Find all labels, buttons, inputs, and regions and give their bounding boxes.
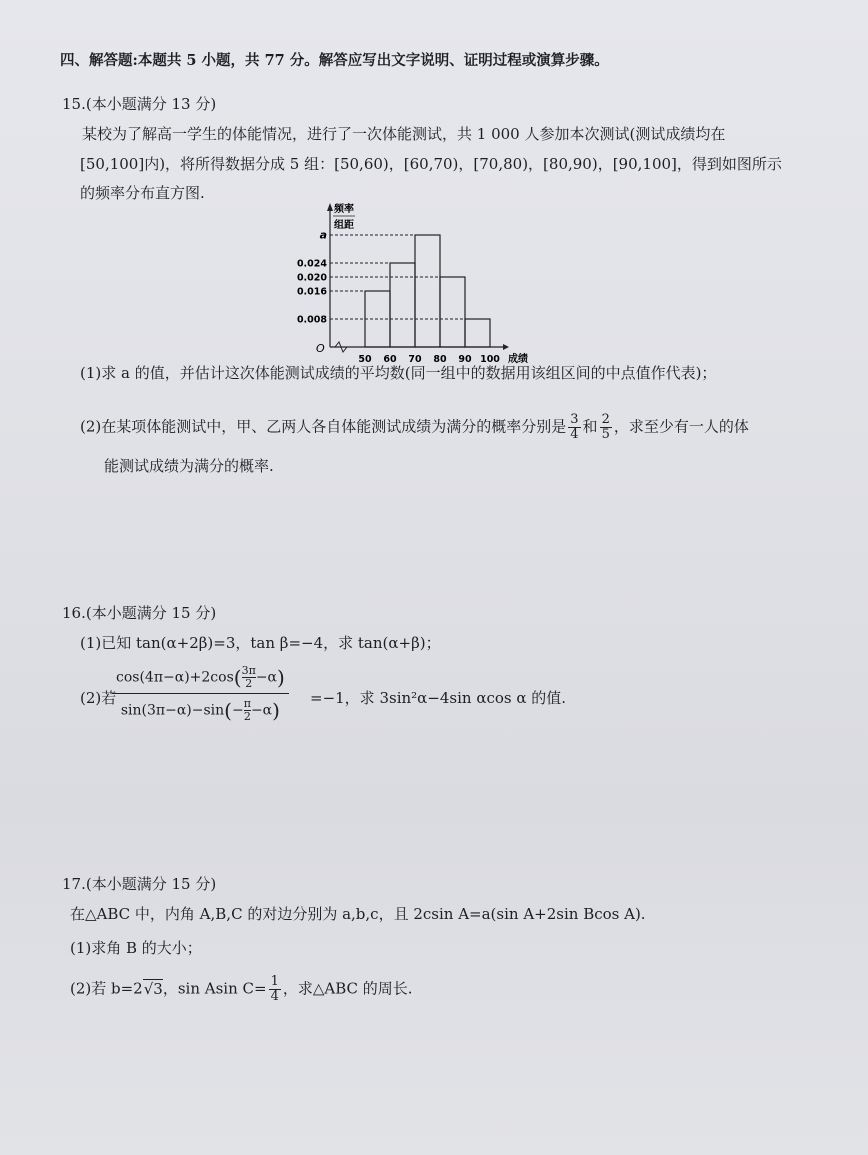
x-axis-arrow	[503, 344, 509, 350]
fraction-3pi-2	[242, 665, 256, 690]
q15-part2-tail: ，求至少有一人的体	[613, 417, 749, 436]
q15-part2-text: (2)在某项体能测试中，甲、乙两人各自体能测试成绩为满分的概率分别是	[80, 417, 567, 436]
y-tick-label: 0.020	[296, 272, 327, 284]
histogram-bar	[415, 235, 440, 347]
q15-stem-line2: [50,100]内)，将所得数据分成 5 组：[50,60)，[60,70)，[70,80)，[80,90)，[90,100]，得到如图所示	[80, 155, 782, 173]
fraction-3-4	[568, 413, 580, 442]
q17-part2-mid: ，sin Asin C=	[162, 979, 267, 998]
y-tick-label: 0.024	[296, 258, 327, 270]
y-axis-label-bottom: 组距	[334, 220, 354, 231]
q16-part2-tail: =−1，求 3sin²α−4sin αcos α 的值.	[310, 689, 567, 707]
q16-part2-lead: (2)若	[80, 689, 117, 707]
fraction-numerator: 1	[270, 974, 279, 989]
histogram-bar	[440, 277, 465, 347]
q15-part2	[80, 413, 749, 442]
origin-label: O	[316, 342, 325, 355]
q16-numerator: cos(4π−α)+2cos( $\frac{3\pi}{2}$ −α)	[112, 665, 289, 694]
num-part: cos(4π−α)+2cos	[116, 669, 234, 686]
x-tick-label: 80	[433, 354, 447, 365]
den-part: −	[231, 702, 244, 719]
x-tick-label: 50	[358, 354, 372, 365]
fraction-2-5	[600, 413, 612, 442]
den-part: −α	[250, 702, 273, 719]
q17-part2	[70, 975, 413, 1004]
q15-title: 15.(本小题满分 13 分)	[62, 95, 217, 113]
num-part: −α	[255, 669, 277, 686]
q17-part2-tail: ，求△ABC 的周长.	[282, 979, 413, 998]
fraction-denominator: 4	[270, 989, 279, 1004]
q16-title: 16.(本小题满分 15 分)	[62, 604, 217, 622]
x-axis-label: 成绩	[508, 354, 528, 365]
fraction-denominator: 2	[243, 710, 251, 723]
q17-part2-text: (2)若 b=2	[70, 979, 143, 998]
q17-part1: (1)求角 B 的大小；	[70, 939, 202, 957]
q15-part1: (1)求 a 的值，并估计这次体能测试成绩的平均数(同一组中的数据用该组区间的中点值作代表)；	[80, 364, 717, 382]
fraction-denominator: 2	[245, 677, 253, 690]
fraction-denominator: 5	[601, 427, 610, 442]
frequency-histogram	[290, 195, 550, 370]
fraction-1-4	[269, 975, 281, 1004]
q16-big-fraction	[112, 665, 289, 723]
q17-stem: 在△ABC 中，内角 A,B,C 的对边分别为 a,b,c，且 2csin A=a(sin A+2sin Bcos A).	[70, 905, 646, 923]
y-axis-arrow	[327, 203, 333, 211]
q16-denominator: sin(3π−α)−sin(− $\frac{\pi}{2}$ −α)	[120, 697, 280, 723]
q16-part1: (1)已知 tan(α+2β)=3，tan β=−4，求 tan(α+β)；	[80, 634, 441, 652]
y-tick-label: 0.008	[296, 314, 327, 326]
x-tick-label: 70	[408, 354, 422, 365]
fraction-denominator: 4	[570, 427, 579, 442]
fraction-numerator: 3	[570, 412, 579, 427]
x-tick-label: 60	[383, 354, 397, 365]
y-tick-label: 0.016	[296, 286, 327, 298]
sqrt-3: √3	[143, 979, 163, 998]
x-tick-label: 100	[480, 354, 500, 365]
q17-title: 17.(本小题满分 15 分)	[62, 875, 217, 893]
y-axis-label-top: 频率	[334, 204, 354, 215]
histogram-bar	[465, 319, 490, 347]
histogram-bar	[390, 263, 415, 347]
fraction-numerator: 2	[601, 412, 610, 427]
x-tick-label: 90	[458, 354, 472, 365]
fraction-numerator: 3π	[241, 664, 256, 677]
q15-part2-and: 和	[582, 417, 598, 436]
den-part: sin(3π−α)−sin	[120, 702, 225, 719]
q15-stem-line1: 某校为了解高一学生的体能情况，进行了一次体能测试，共 1 000 人参加本次测试(测试成绩均在	[82, 125, 726, 143]
fraction-pi-2	[244, 698, 251, 723]
q15-part2-line2: 能测试成绩为满分的概率.	[104, 457, 274, 475]
q15-stem-line3: 的频率分布直方图.	[80, 184, 205, 202]
fraction-numerator: π	[243, 697, 251, 710]
y-tick-label: a	[319, 228, 327, 242]
section-header: 四、解答题:本题共 5 小题，共 77 分。解答应写出文字说明、证明过程或演算步骤。	[60, 52, 609, 69]
